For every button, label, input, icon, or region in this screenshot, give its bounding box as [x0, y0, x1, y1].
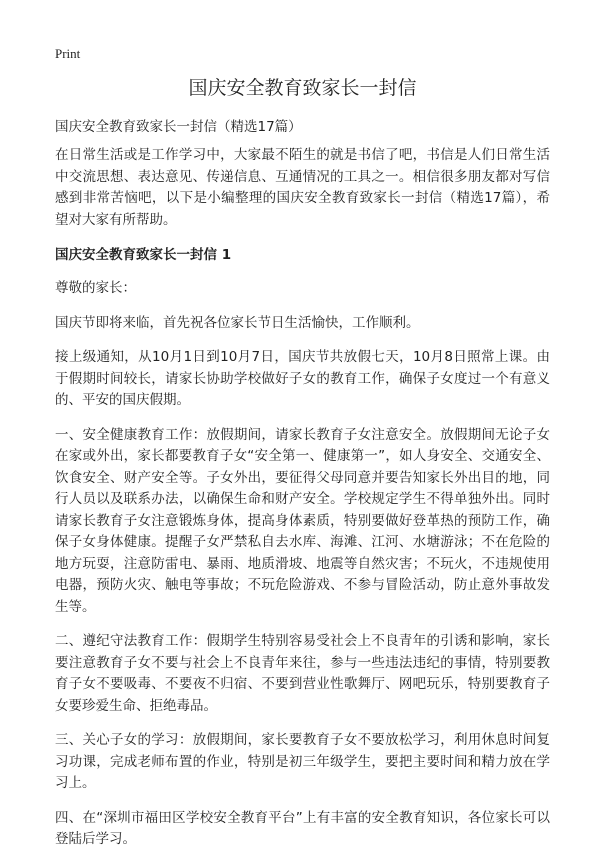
paragraph-platform: 四、在“深圳市福田区学校安全教育平台”上有丰富的安全教育知识，各位家长可以登陆后学习。 — [55, 809, 550, 847]
print-link[interactable]: Print — [55, 46, 81, 61]
paragraph-safety-health: 一、安全健康教育工作：放假期间，请家长教育子女注意安全。放假期间无论子女在家或外出，家长都要教育子女“安全第一、健康第一”，如人身安全、交通安全、饮食安全、财产安全等。子女外出，要征得父母同意并要告知家长外出目的地，同行人员以及联系办法，以确保生命和财产安全。学校规定学生不得单独外出。同时请家长教育子女注意锻炼身体，提高身体素质，特别要做好登革热的预防工作，确保子女身体健康。提醒子女严禁私自去水库、海滩、江河、水塘游泳；不在危险的地方玩耍，注意防雷电、暴雨、地质滑坡、地震等自然灾害；不玩火，不违规使用电器，预防火灾、触电等事故；不玩危险游戏、不参与冒险活动，防止意外事故发生等。 — [55, 426, 550, 615]
document-subtitle: 国庆安全教育致家长一封信（精选17篇） — [55, 119, 302, 135]
paragraph-study: 三、关心子女的学习：放假期间，家长要教育子女不要放松学习，利用休息时间复习功课，完成老师布置的作业，特别是初三年级学生，要把主要时间和精力放在学习上。 — [55, 732, 550, 791]
greeting: 尊敬的家长： — [55, 280, 136, 296]
paragraph-law-discipline: 二、遵纪守法教育工作：假期学生特别容易受社会上不良青年的引诱和影响，家长要注意教育子女不要与社会上不良青年来往，参与一些违法违纪的事情，特别要教育子女不要吸毒、不要夜不归宿、不要到营业性歌舞厅、网吧玩乐，特别要教育子女要珍爱生命、拒绝毒品。 — [55, 633, 550, 714]
intro-paragraph: 在日常生活或是工作学习中，大家最不陌生的就是书信了吧，书信是人们日常生活中交流思想、表达意见、传递信息、互通情况的工具之一。相信很多朋友都对写信感到非常苦恼吧，以下是小编整理的国庆安全教育致家长一封信（精选17篇），希望对大家有所帮助。 — [55, 147, 550, 228]
page-title: 国庆安全教育致家长一封信 — [188, 77, 417, 99]
section-heading: 国庆安全教育致家长一封信 1 — [55, 247, 232, 263]
paragraph-holiday-wishes: 国庆节即将来临，首先祝各位家长节日生活愉快，工作顺利。 — [55, 314, 420, 331]
document-body — [55, 76, 550, 864]
paragraph-notice: 接上级通知，从10月1日到10月7日，国庆节共放假七天，10月8日照常上课。由于假期时间较长，请家长协助学校做好子女的教育工作，确保子女度过一个有意义的、平安的国庆假期。 — [55, 349, 550, 408]
